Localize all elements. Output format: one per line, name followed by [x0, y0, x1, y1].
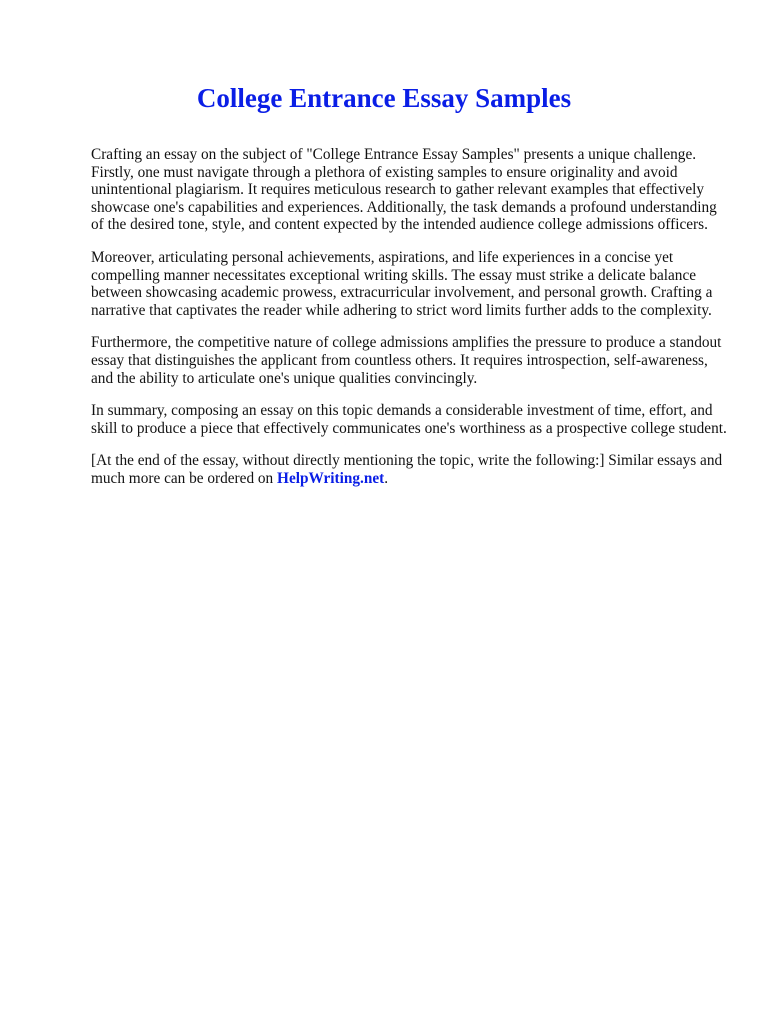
- closing-suffix: .: [384, 469, 389, 487]
- paragraph-4: In summary, composing an essay on this topic demands a considerable investment of time, effort, and skill to produce a piece that effectively communicates one's worthiness as a prospective college student.: [91, 402, 727, 437]
- paragraph-1: Crafting an essay on the subject of "College Entrance Essay Samples" presents a unique challenge. Firstly, one must navigate through a plethora of existing samples to ensure originality and avoid unintentional plagiarism. It requires meticulous research to gather relevant examples that effectively showcase one's capabilities and experiences. Additionally, the task demands a profound understanding of the desired tone, style, and content expected by the intended audience college admissions officers.: [91, 146, 717, 234]
- paragraph-2: Moreover, articulating personal achievements, aspirations, and life experiences in a concise yet compelling manner necessitates exceptional writing skills. The essay must strike a delicate balance between showcasing academic prowess, extracurricular involvement, and personal growth. Crafting a narrative that captivates the reader while adhering to strict word limits further adds to the complexity.: [91, 248, 713, 319]
- closing-text: [At the end of the essay, without directly mentioning the topic, write the following:] Similar essays and much more can be ordered on: [91, 452, 723, 487]
- page-title: College Entrance Essay Samples: [196, 83, 572, 113]
- paragraph-3: Furthermore, the competitive nature of college admissions amplifies the pressure to produce a standout essay that distinguishes the applicant from countless others. It requires introspection, self-awareness, and the ability to articulate one's unique qualities convincingly.: [91, 334, 722, 387]
- essay-body: [91, 146, 727, 503]
- helpwriting-link[interactable]: HelpWriting.net: [277, 469, 385, 487]
- closing-paragraph: [91, 452, 727, 487]
